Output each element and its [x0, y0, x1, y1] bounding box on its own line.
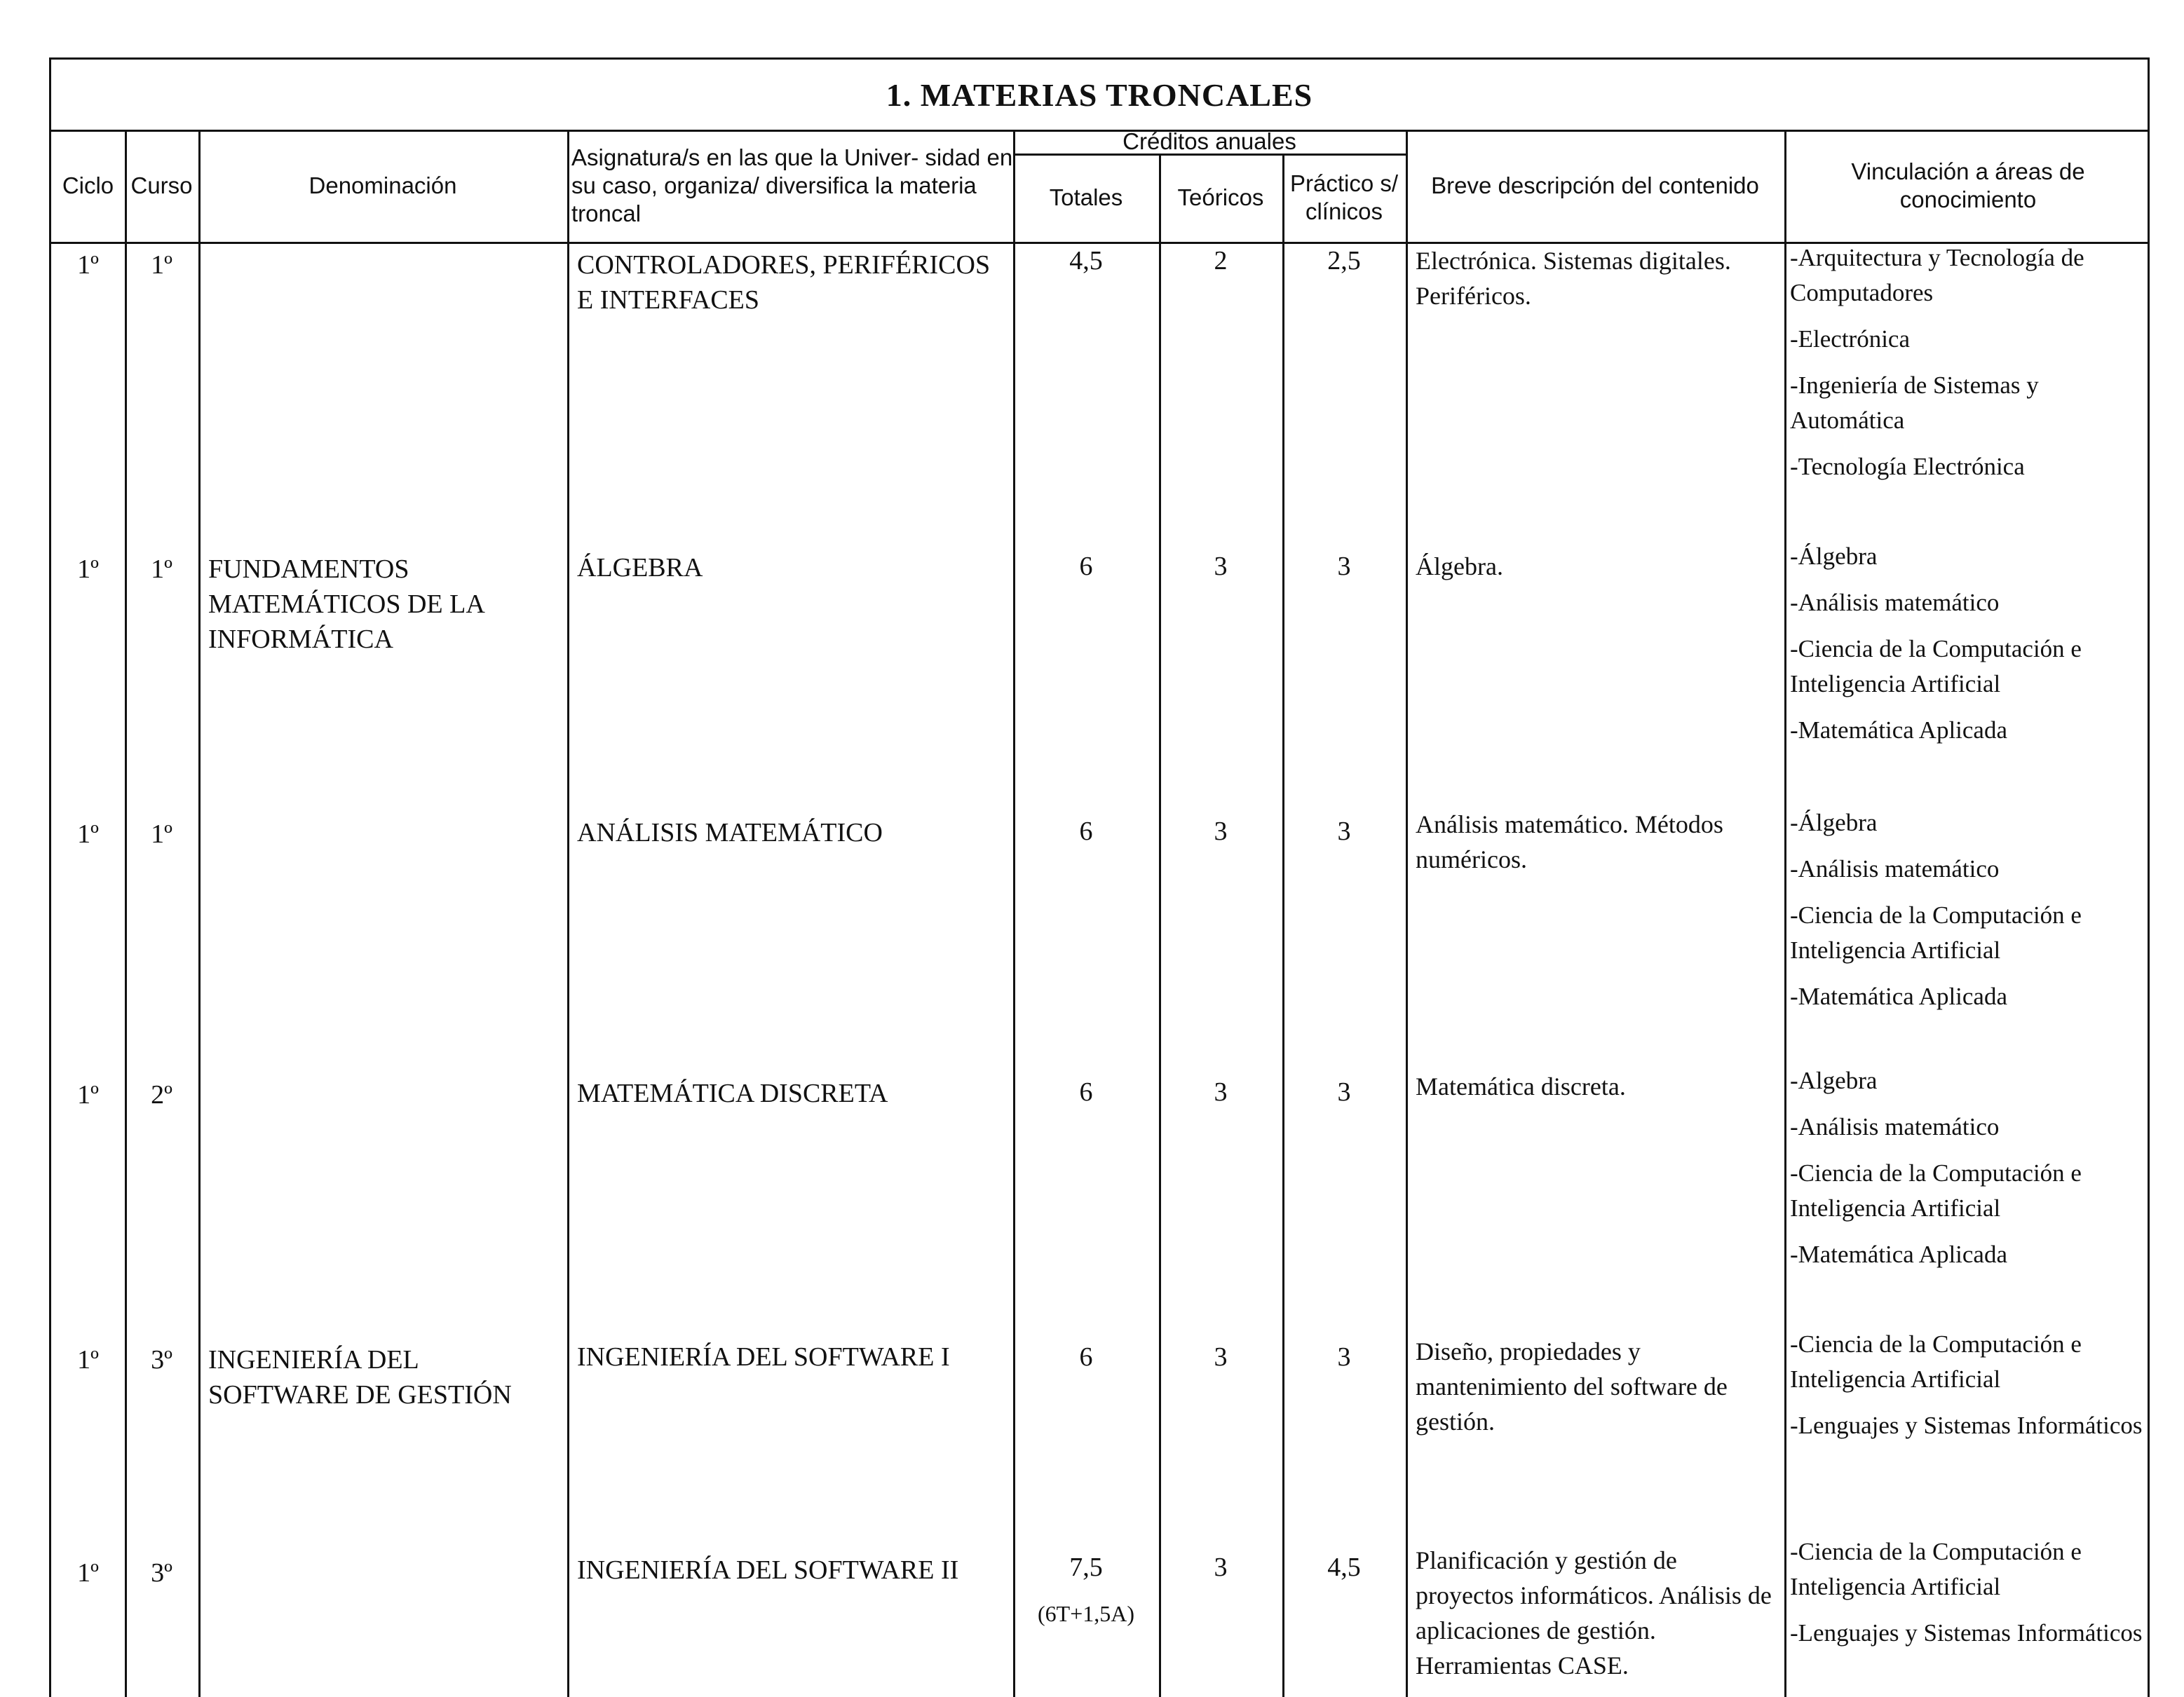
row-practicos: 4,5: [1327, 1553, 1361, 1582]
area-item: -Matemática Aplicada: [1790, 716, 2007, 744]
row-ciclo: 1º: [77, 1080, 99, 1110]
row-practicos: 2,5: [1327, 246, 1361, 275]
row-totales: 6: [1079, 817, 1093, 846]
row-practicos: 3: [1337, 1077, 1351, 1107]
header-curso: Curso: [130, 172, 193, 198]
row-practicos: 3: [1337, 552, 1351, 581]
row-totales: 4,5: [1069, 246, 1103, 275]
row-asignatura: CONTROLADORES, PERIFÉRICOS E INTERFACES: [577, 250, 991, 315]
area-item: -Matemática Aplicada: [1790, 1241, 2007, 1268]
table-title: 1. MATERIAS TRONCALES: [886, 76, 1313, 113]
row-totales: 6: [1079, 552, 1093, 581]
row-descripcion: Planificación y gestión de proyectos informáticos. Análisis de aplicaciones de gestión. Herramientas CASE.: [1416, 1546, 1772, 1679]
row-teoricos: 3: [1214, 1342, 1228, 1372]
row-asignatura: INGENIERÍA DEL SOFTWARE II: [577, 1555, 959, 1585]
header-descripcion: Breve descripción del contenido: [1431, 172, 1759, 198]
col-rule: [1406, 130, 1408, 1697]
row-teoricos: 3: [1214, 1553, 1228, 1582]
header-practicos: Práctico s/ clínicos: [1289, 170, 1399, 224]
row-curso: 1º: [151, 554, 172, 584]
area-item: -Lenguajes y Sistemas Informáticos: [1790, 1412, 2143, 1439]
row-ciclo: 1º: [77, 819, 99, 849]
area-item: -Ciencia de la Computación e Inteligencia Artificial: [1790, 1538, 2082, 1600]
area-item: -Álgebra: [1790, 543, 1878, 570]
area-item: -Análisis matemático: [1790, 1113, 2000, 1140]
area-item: -Matemática Aplicada: [1790, 983, 2007, 1010]
col-rule: [567, 130, 569, 1697]
row-totales: 6: [1079, 1342, 1093, 1372]
header-ciclo: Ciclo: [62, 172, 114, 198]
totales-breakdown: (6T+1,5A): [1037, 1601, 1134, 1626]
row-ciclo: 1º: [77, 250, 99, 280]
row-curso: 1º: [151, 250, 172, 280]
row-descripcion: Diseño, propiedades y mantenimiento del software de gestión.: [1416, 1337, 1728, 1436]
row-asignatura: MATEMÁTICA DISCRETA: [577, 1079, 888, 1108]
row-denominacion: FUNDAMENTOS MATEMÁTICOS DE LA INFORMÁTICA: [208, 554, 484, 654]
col-rule: [125, 130, 127, 1697]
row-descripcion: Álgebra.: [1416, 552, 1503, 580]
row-areas: [1790, 1063, 2155, 1283]
row-totales: [1013, 1550, 1159, 1631]
row-curso: 2º: [151, 1080, 172, 1110]
area-item: -Arquitectura y Tecnología de Computadores: [1790, 244, 2084, 306]
header-denominacion: Denominación: [308, 172, 457, 198]
row-ciclo: 1º: [77, 1558, 99, 1588]
area-item: -Ciencia de la Computación e Inteligencia Artificial: [1790, 1330, 2082, 1393]
area-item: -Ciencia de la Computación e Inteligencia Artificial: [1790, 635, 2082, 697]
row-curso: 3º: [151, 1558, 172, 1588]
row-areas: [1790, 539, 2155, 759]
area-item: -Algebra: [1790, 1067, 1878, 1094]
row-areas: [1790, 1534, 2155, 1662]
totales-value: 7,5: [1069, 1553, 1103, 1582]
troncales-table: [49, 57, 2150, 1697]
area-item: -Lenguajes y Sistemas Informáticos: [1790, 1619, 2143, 1647]
area-item: -Álgebra: [1790, 809, 1878, 836]
row-teoricos: 3: [1214, 552, 1228, 581]
col-rule: [1282, 154, 1284, 1697]
header-totales: Totales: [1049, 184, 1123, 210]
row-curso: 3º: [151, 1345, 172, 1375]
row-teoricos: 3: [1214, 1077, 1228, 1107]
row-asignatura: ÁLGEBRA: [577, 553, 703, 582]
col-rule: [198, 130, 201, 1697]
area-item: -Ciencia de la Computación e Inteligencia Artificial: [1790, 901, 2082, 964]
row-teoricos: 3: [1214, 817, 1228, 846]
row-descripcion: Electrónica. Sistemas digitales. Periféricos.: [1416, 247, 1731, 310]
row-ciclo: 1º: [77, 1345, 99, 1375]
row-curso: 1º: [151, 819, 172, 849]
row-areas: [1790, 240, 2155, 496]
area-item: -Electrónica: [1790, 325, 1911, 353]
row-asignatura: ANÁLISIS MATEMÁTICO: [577, 818, 883, 847]
area-item: -Análisis matemático: [1790, 855, 2000, 882]
row-ciclo: 1º: [77, 554, 99, 584]
area-item: -Tecnología Electrónica: [1790, 453, 2025, 480]
row-practicos: 3: [1337, 1342, 1351, 1372]
row-practicos: 3: [1337, 817, 1351, 846]
header-teoricos: Teóricos: [1177, 184, 1264, 210]
header-asignatura: Asignatura/s en las que la Univer- sidad en su caso, organiza/ diversifica la materia troncal: [571, 144, 1013, 226]
row-descripcion: Análisis matemático. Métodos numéricos.: [1416, 810, 1723, 873]
area-item: -Ingeniería de Sistemas y Automática: [1790, 372, 2039, 434]
row-teoricos: 2: [1214, 246, 1228, 275]
row-denominacion: INGENIERÍA DEL SOFTWARE DE GESTIÓN: [208, 1345, 512, 1410]
area-item: -Análisis matemático: [1790, 589, 2000, 616]
header-creditos: Créditos anuales: [1122, 128, 1296, 154]
col-rule: [1784, 130, 1786, 1697]
row-totales: 6: [1079, 1077, 1093, 1107]
row-areas: [1790, 1327, 2155, 1454]
col-rule: [1159, 154, 1161, 1697]
row-asignatura: INGENIERÍA DEL SOFTWARE I: [577, 1342, 950, 1372]
area-item: -Ciencia de la Computación e Inteligencia Artificial: [1790, 1159, 2082, 1222]
header-vinculacion: Vinculación a áreas de conocimiento: [1851, 158, 2085, 212]
row-areas: [1790, 805, 2155, 1025]
row-descripcion: Matemática discreta.: [1416, 1072, 1626, 1100]
col-rule: [1013, 130, 1015, 1697]
